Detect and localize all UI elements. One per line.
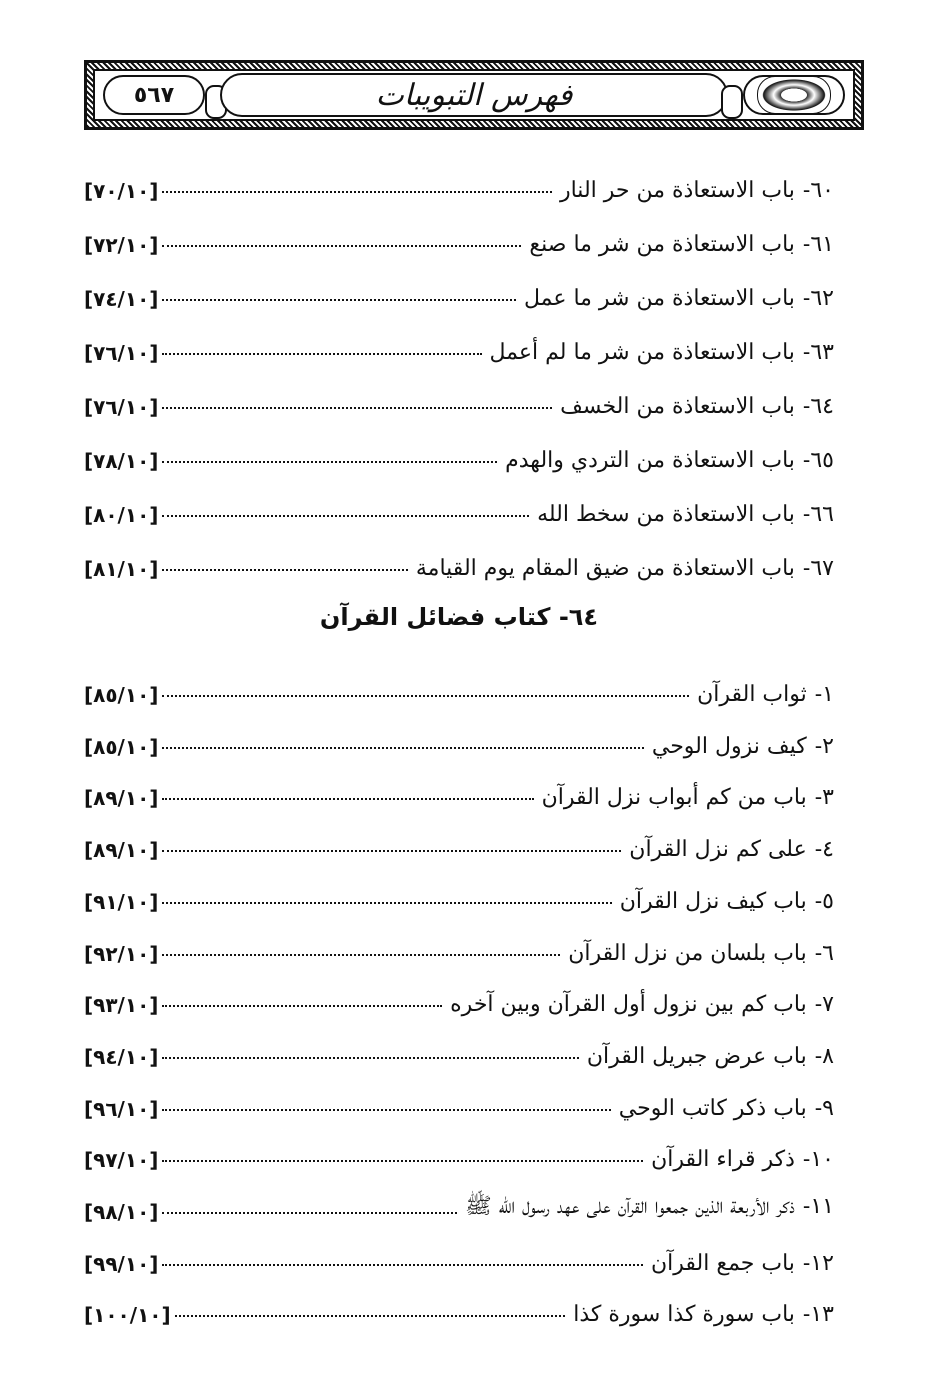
- entry-label: [573, 1302, 834, 1327]
- page-number-cartouche: [103, 75, 205, 115]
- entry-title: باب جمع القرآن: [651, 1250, 795, 1276]
- entry-page-reference: [٩١/١٠]: [84, 889, 159, 914]
- title-cartouche: [220, 73, 728, 117]
- toc-entry: [84, 163, 834, 203]
- entry-label: [560, 394, 834, 419]
- entry-label: [505, 448, 834, 473]
- toc-entry: [84, 271, 834, 311]
- entry-label: [652, 734, 834, 759]
- toc-entry: [84, 1132, 834, 1172]
- entry-number: ١-: [814, 682, 834, 707]
- entry-title: باب عرض جبريل القرآن: [586, 1043, 807, 1069]
- toc-entry: [84, 770, 834, 810]
- entry-title: ثواب القرآن: [697, 682, 807, 707]
- page-header-frame: [84, 60, 864, 130]
- ornament-knot-icon: [721, 85, 743, 119]
- entry-number: ١٠-: [802, 1147, 834, 1173]
- entry-label: [416, 556, 834, 581]
- entry-number: ٧-: [814, 992, 834, 1018]
- entry-page-reference: [١٠٠/١٠]: [84, 1303, 171, 1328]
- dot-leader: [162, 850, 621, 852]
- entry-title: باب سورة كذا سورة كذا: [573, 1302, 795, 1328]
- entry-title: باب الاستعاذة من شر ما عمل: [523, 286, 795, 311]
- toc-entry: [84, 1184, 834, 1224]
- entry-title: ذكر قراء القرآن: [651, 1147, 795, 1173]
- entry-number: ٢-: [814, 733, 834, 759]
- entry-number: ١١-: [802, 1194, 834, 1219]
- entry-title: باب الاستعاذة من شر ما صنع: [529, 232, 795, 257]
- dot-leader: [162, 245, 521, 247]
- toc-entry: [84, 379, 834, 419]
- dot-leader: [162, 1160, 643, 1162]
- entry-number: ٤-: [814, 837, 834, 863]
- entry-title: باب ذكر كاتب الوحي: [618, 1095, 807, 1121]
- header-inner-border: [93, 69, 855, 121]
- toc-entry: [84, 325, 834, 365]
- entry-page-reference: [٩٨/١٠]: [84, 1200, 159, 1224]
- entry-label: [524, 286, 834, 311]
- dot-leader: [162, 461, 497, 463]
- dot-leader: [162, 569, 407, 571]
- entry-page-reference: [٩٦/١٠]: [84, 1096, 159, 1121]
- entry-page-reference: [٨٠/١٠]: [84, 503, 159, 527]
- dot-leader: [162, 1005, 442, 1007]
- entry-title: باب بلسان من نزل القرآن: [568, 940, 807, 966]
- entry-number: ١٢-: [802, 1250, 834, 1276]
- toc-entry: [84, 977, 834, 1017]
- entry-number: ٨-: [814, 1043, 834, 1069]
- toc-entry: [84, 541, 834, 581]
- toc-entry: [84, 487, 834, 527]
- entry-label: [629, 837, 834, 862]
- entry-title: باب الاستعاذة من ضيق المقام يوم القيامة: [415, 556, 795, 581]
- entry-page-reference: [٩٢/١٠]: [84, 941, 159, 966]
- entry-number: ٦-: [814, 940, 834, 966]
- entry-label: [651, 1147, 834, 1172]
- entry-page-reference: [٧٦/١٠]: [84, 341, 159, 365]
- entry-label: [619, 1096, 834, 1121]
- toc-entry: [84, 822, 834, 862]
- entry-label: [651, 1251, 834, 1276]
- emblem-seal-icon: [757, 76, 831, 114]
- entry-page-reference: [٧٢/١٠]: [84, 233, 159, 257]
- entry-number: ٦٢-: [802, 286, 834, 311]
- publisher-emblem: [743, 75, 845, 115]
- dot-leader: [162, 798, 533, 800]
- dot-leader: [162, 353, 481, 355]
- entry-page-reference: [٩٧/١٠]: [84, 1148, 159, 1173]
- dot-leader: [162, 191, 552, 193]
- entry-number: ٥-: [814, 888, 834, 914]
- entry-page-reference: [٨٩/١٠]: [84, 838, 159, 863]
- entry-page-reference: [٧٤/١٠]: [84, 287, 159, 311]
- entry-number: ٣-: [814, 785, 834, 811]
- page-number: ٥٦٧: [133, 82, 175, 108]
- dot-leader: [162, 1212, 457, 1214]
- entry-label: [529, 232, 834, 257]
- entry-number: ٦٤-: [802, 394, 834, 419]
- toc-entry: [84, 874, 834, 914]
- toc-entry: [84, 1287, 834, 1327]
- entry-label: [542, 785, 834, 810]
- entry-number: ٦١-: [802, 232, 834, 257]
- dot-leader: [162, 407, 552, 409]
- entry-label: [465, 1192, 834, 1224]
- entry-number: ٦٧-: [802, 556, 834, 581]
- section-heading: ٦٤- كتاب فضائل القرآن: [319, 603, 599, 631]
- entry-page-reference: [٧٠/١٠]: [84, 179, 159, 203]
- entry-title: باب كيف نزل القرآن: [619, 888, 807, 914]
- dot-leader: [175, 1315, 566, 1317]
- toc-entry: [84, 926, 834, 966]
- entry-number: ٦٥-: [802, 448, 834, 473]
- entry-title: كيف نزول الوحي: [651, 733, 807, 759]
- entry-number: ١٣-: [802, 1302, 834, 1328]
- entry-page-reference: [٩٩/١٠]: [84, 1251, 159, 1276]
- entry-title: باب الاستعاذة من سخط الله: [537, 502, 795, 527]
- entry-label: [587, 1044, 834, 1069]
- toc-entry: [84, 719, 834, 759]
- entry-page-reference: [٨٥/١٠]: [84, 683, 159, 707]
- toc-entry: [84, 433, 834, 473]
- entry-label: [620, 889, 834, 914]
- entry-label: [560, 178, 834, 203]
- toc-entry: [84, 217, 834, 257]
- toc-entry: [84, 1029, 834, 1069]
- entry-page-reference: [٨١/١٠]: [84, 557, 159, 581]
- dot-leader: [162, 695, 689, 697]
- dot-leader: [162, 515, 529, 517]
- entry-title: باب من كم أبواب نزل القرآن: [541, 785, 807, 811]
- dot-leader: [162, 902, 611, 904]
- entry-title: على كم نزل القرآن: [629, 837, 807, 863]
- entry-title: باب كم بين نزول أول القرآن وبين آخره: [450, 992, 807, 1018]
- entry-label: [697, 682, 834, 707]
- dot-leader: [162, 1264, 643, 1266]
- entry-page-reference: [٧٦/١٠]: [84, 395, 159, 419]
- entry-label: [568, 941, 834, 966]
- dot-leader: [162, 747, 643, 749]
- entry-label: [450, 992, 834, 1017]
- entry-number: ٦٣-: [802, 340, 834, 365]
- entry-number: ٩-: [814, 1095, 834, 1121]
- entry-title: باب الاستعاذة من شر ما لم أعمل: [489, 340, 795, 365]
- page-title: فهرس التبويبات: [375, 77, 573, 113]
- entry-page-reference: [٩٣/١٠]: [84, 993, 159, 1018]
- entry-title: باب الاستعاذة من حر النار: [559, 178, 795, 203]
- entry-page-reference: [٧٨/١٠]: [84, 449, 159, 473]
- entry-page-reference: [٨٩/١٠]: [84, 786, 159, 811]
- dot-leader: [162, 299, 516, 301]
- entry-number: ٦٠-: [802, 178, 834, 203]
- dot-leader: [162, 1057, 578, 1059]
- entry-title: ذكر الأربعة الذين جمعوا القرآن على عهد رسول الله ﷺ: [465, 1194, 795, 1219]
- dot-leader: [162, 1109, 610, 1111]
- entry-page-reference: [٨٥/١٠]: [84, 734, 159, 759]
- toc-entry: [84, 667, 834, 707]
- entry-page-reference: [٩٤/١٠]: [84, 1044, 159, 1069]
- entry-title: باب الاستعاذة من التردي والهدم: [505, 448, 795, 473]
- toc-entry: [84, 1236, 834, 1276]
- toc-entry: [84, 1081, 834, 1121]
- entry-number: ٦٦-: [802, 502, 834, 527]
- entry-label: [537, 502, 834, 527]
- dot-leader: [162, 954, 560, 956]
- entry-label: [490, 340, 835, 365]
- entry-title: باب الاستعاذة من الخسف: [560, 394, 795, 419]
